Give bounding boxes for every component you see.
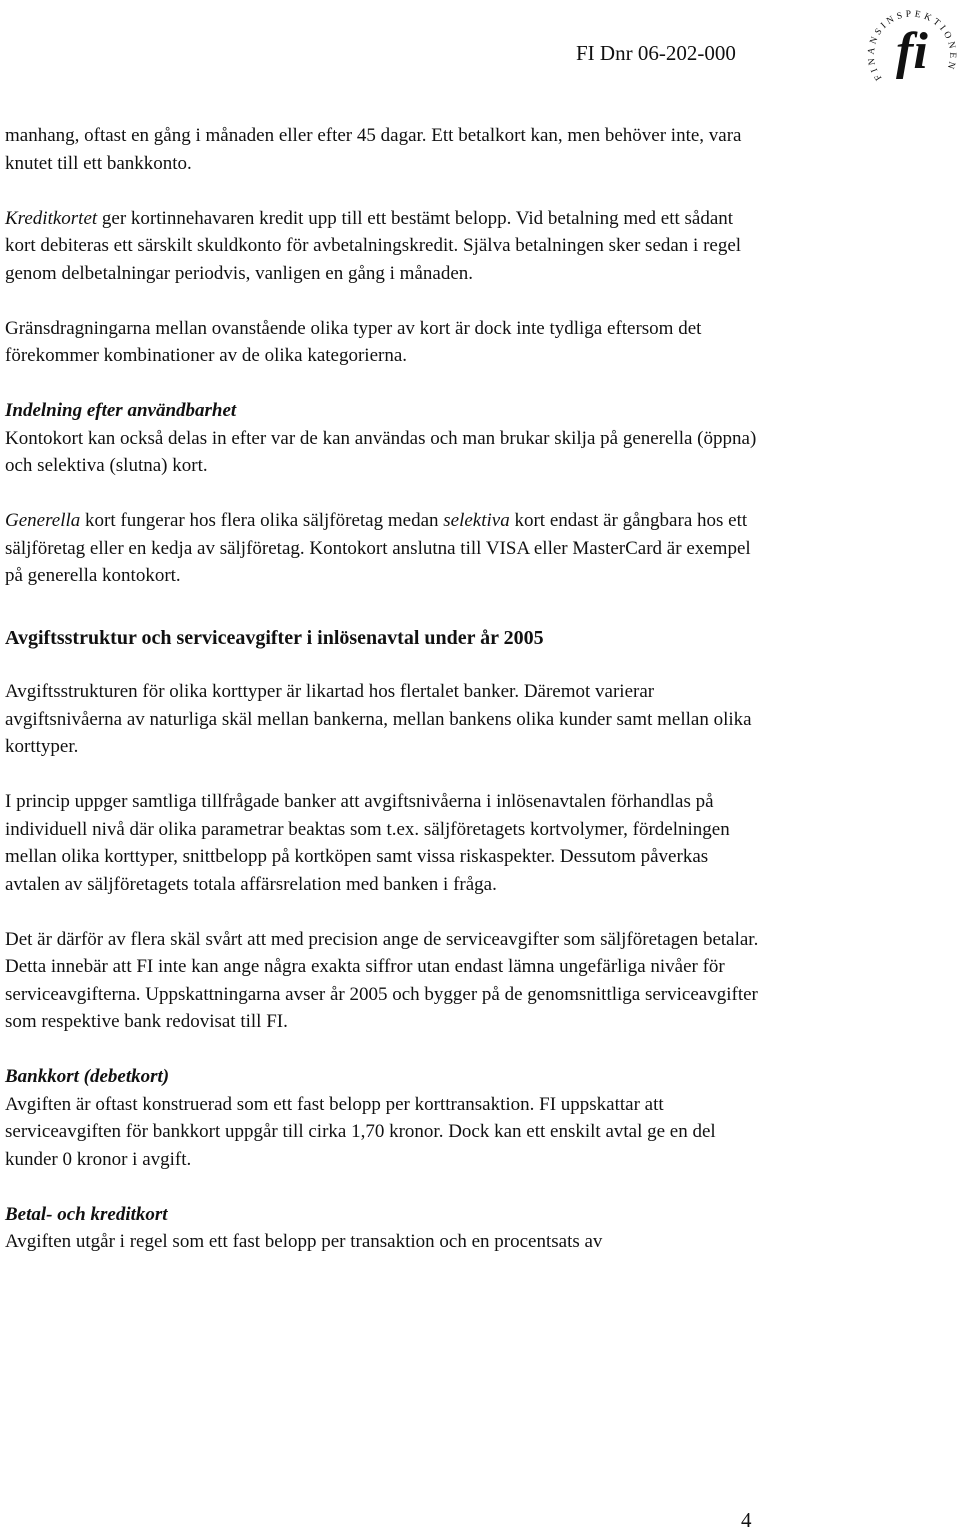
logo-ring-text: FINANSINSPEKTIONEN [866,9,958,82]
paragraph-2: Kreditkortet ger kortinnehavaren kredit upp till ett bestämt belopp. Vid betalning med ett sådant kort debiteras ett särskilt skuldkonto för avbetalningskredit. Själva betalningen sker sedan i regel genom delbetalningar periodvis, vanligen en gång i månaden. [5,207,742,284]
paragraph-10: Avgiften utgår i regel som ett fast belopp per transaktion och en procentsats av [5,1231,603,1252]
paragraph-6: Avgiftsstrukturen för olika korttyper är likartad hos flertalet banker. Däremot varierar avgiftsnivåerna av naturliga skäl mellan bankerna, mellan bankens olika kunder samt mellan olika korttyper. [5,681,752,757]
paragraph-4: Kontokort kan också delas in efter var de kan användas och man brukar skilja på generella (öppna) och selektiva (slutna) kort. [5,427,757,476]
finansinspektionen-logo [866,0,958,92]
document-body [5,122,760,1283]
subheading-indelning: Indelning efter användbarhet [5,400,237,421]
subheading-bankkort: Bankkort (debetkort) [5,1066,170,1087]
page-number: 4 [741,1508,752,1532]
term-generella: Generella [5,510,81,531]
section-heading: Avgiftsstruktur och serviceavgifter i inlösenavtal under år 2005 [5,626,544,649]
paragraph-5: Generella kort fungerar hos flera olika säljföretag medan selektiva kort endast är gångbara hos ett säljföretag eller en kedja av säljföretag. Kontokort anslutna till VISA eller MasterCard är exempel på generella kontokort. [5,510,751,586]
paragraph-8: Det är därför av flera skäl svårt att med precision ange de serviceavgifter som säljföretagen betalar. Detta innebär att FI inte kan ange några exakta siffror utan endast lämna ungefärliga nivåer för serviceavgifterna. Uppskattningarna avser år 2005 och bygger på de genomsnittliga serviceavgifter som respektive bank redovisat till FI. [5,928,759,1032]
paragraph-7: I princip uppger samtliga tillfrågade banker att avgiftsnivåerna i inlösenavtalen förhandlas på individuell nivå där olika parametrar beaktas som t.ex. säljföretagets kortvolymer, fördelningen mellan olika korttyper, snittbelopp på kortköpen samt vissa riskaspekter. Dessutom påverkas avtalen av säljföretagets totala affärsrelation med banken i fråga. [5,791,730,895]
paragraph-3: Gränsdragningarna mellan ovanstående olika typer av kort är dock inte tydliga eftersom det förekommer kombinationer av de olika kategorierna. [5,317,702,366]
term-kreditkortet: Kreditkortet [5,207,98,229]
document-reference-number: FI Dnr 06-202-000 [576,41,736,65]
term-selektiva: selektiva [443,510,510,531]
paragraph-9: Avgiften är oftast konstruerad som ett fast belopp per korttransaktion. FI uppskattar att serviceavgiften för bankkort uppgår till cirka 1,70 kronor. Dock kan ett enskilt avtal ge en del kunder 0 kronor i avgift. [5,1093,716,1170]
subheading-betal-kreditkort: Betal- och kreditkort [5,1203,168,1225]
logo-mark: fi [896,23,928,80]
paragraph-1: manhang, oftast en gång i månaden eller efter 45 dagar. Ett betalkort kan, men behöver inte, vara knutet till ett bankkonto. [5,125,742,174]
